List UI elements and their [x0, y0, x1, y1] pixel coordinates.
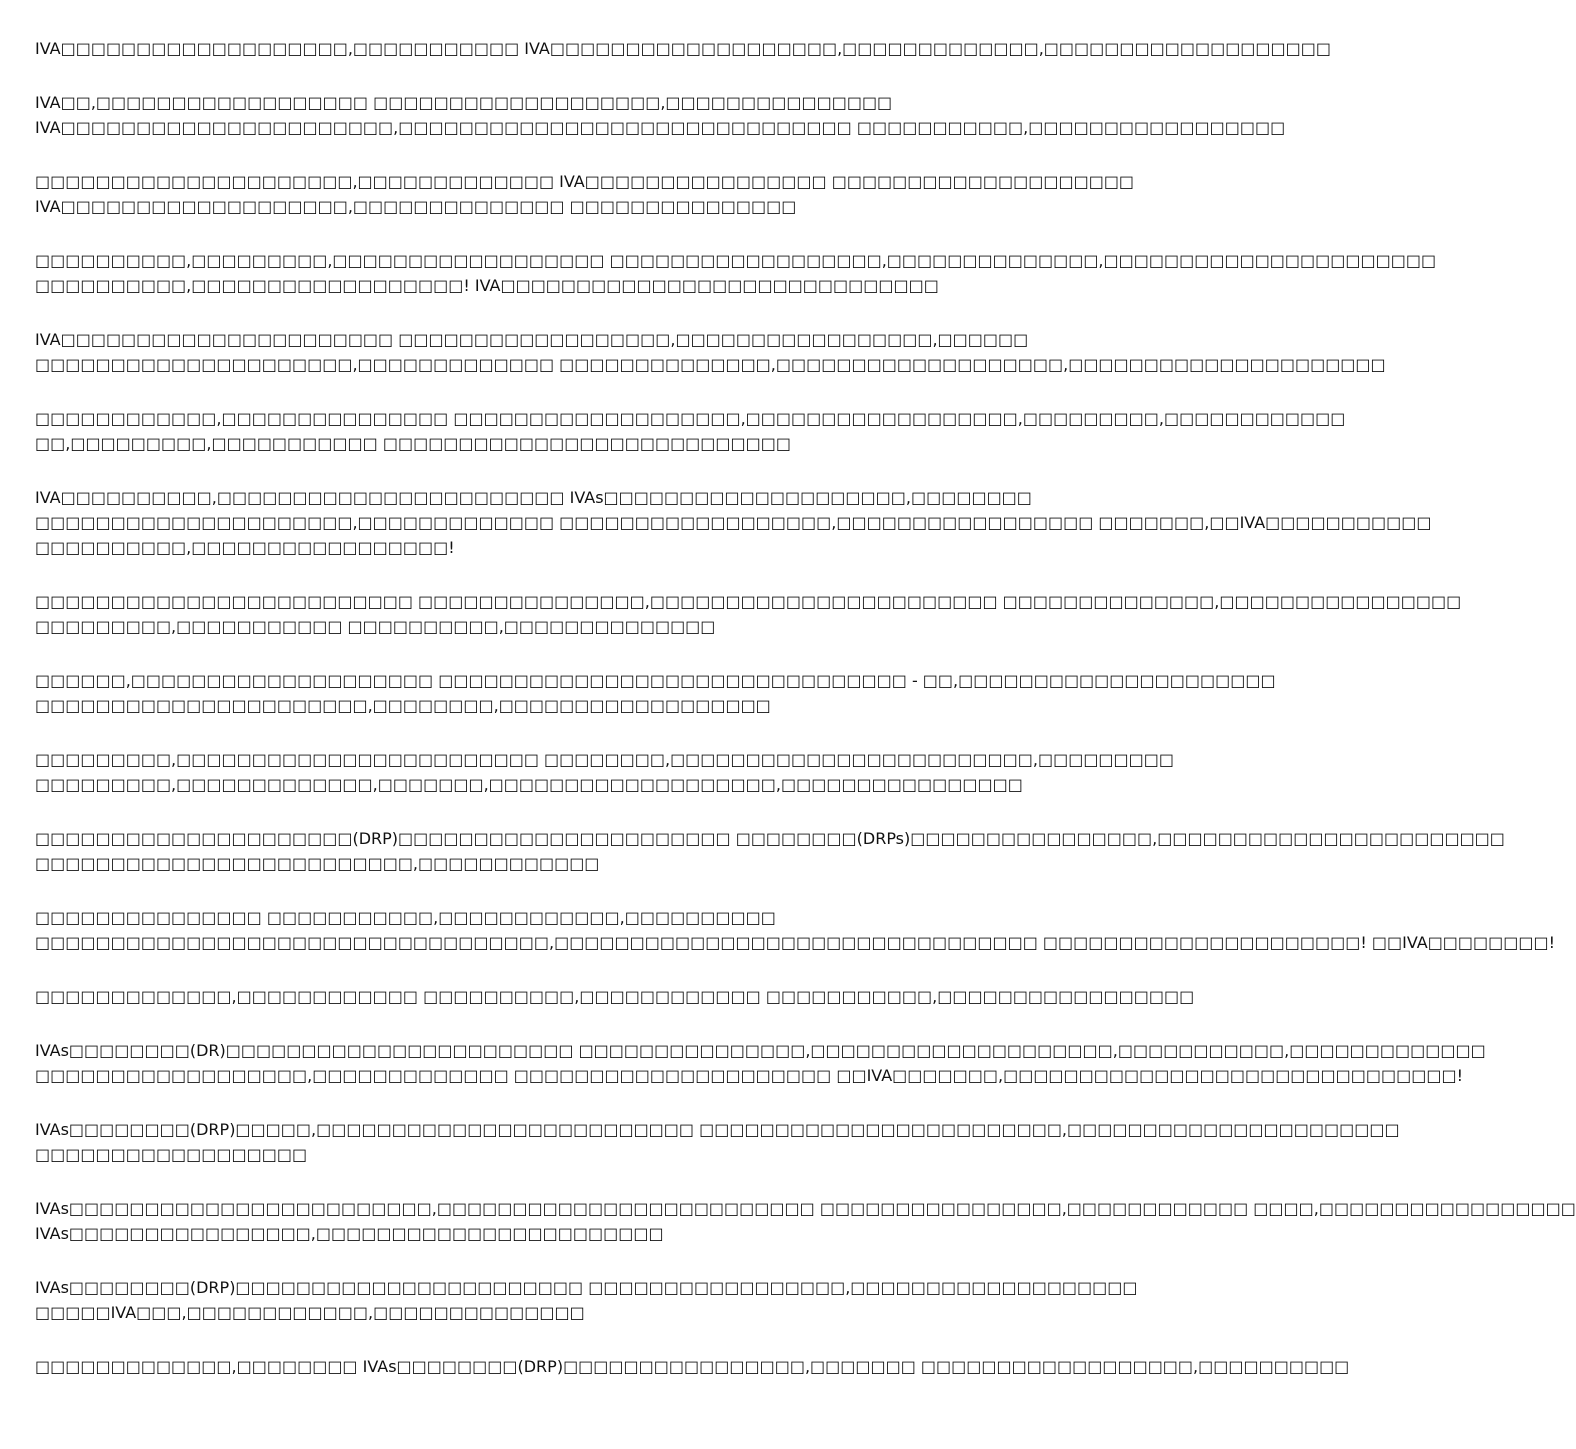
text-line: □□□□□□□□□□□□□□□□□□□□□,□□□□□□□□□□□□□ □□□□□□□□□□□□□□,□□□□□□□□□□□□□□□□□□□,□□□□□□□□□□□□□□□□□□□□□: [35, 355, 1386, 374]
text-line: IVA□□□□□□□□□□□□□□□□□□□,□□□□□□□□□□□ IVA□□□□□□□□□□□□□□□□□□□,□□□□□□□□□□□□□,□□□□□□□□□□□□□□□□□□□: [35, 39, 1332, 58]
text-line: IVA□□□□□□□□□□□□□□□□□□□□□□ □□□□□□□□□□□□□□□□□□,□□□□□□□□□□□□□□□□□,□□□□□□: [35, 330, 1029, 349]
text-line: □□□□□□□□□□□□□□□□□□,□□□□□□□□□□□□□ □□□□□□□□□□□□□□□□□□□□□ □□IVA□□□□□□□,□□□□□□□□□□□□□□□□□□□□□□□□□□□□□□!: [35, 1066, 1464, 1085]
text-line: □□□□□□□□□□□□□□□□□□□□□,□□□□□□□□□□□□□ IVA□□□□□□□□□□□□□□□□ □□□□□□□□□□□□□□□□□□□□: [35, 172, 1135, 191]
text-line: □□□□□□□□□□□□□□□ □□□□□□□□□□□,□□□□□□□□□□□□,□□□□□□□□□□: [35, 908, 776, 927]
text-line: □□□□□□□□□,□□□□□□□□□□□ □□□□□□□□□□,□□□□□□□□□□□□□□: [35, 617, 716, 636]
text-line: □□□□□□□□□□□□□□□□□□□□□,□□□□□□□□□□□□□ □□□□□□□□□□□□□□□□□□,□□□□□□□□□□□□□□□□□ □□□□□□□,□□IVA□□□□□□□□□□□: [35, 513, 1432, 532]
body-paragraph: [35, 905, 1556, 955]
text-line: □□□□□□□□□□□□□□□□□□□□□□□□□□□□□□□□□□,□□□□□□□□□□□□□□□□□□□□□□□□□□□□□□□□ □□□□□□□□□□□□□□□□□□□□□! □□IVA□□□□□□□□!: [35, 933, 1556, 952]
body-paragraph: [35, 589, 1462, 639]
text-line: IVA□□□□□□□□□□□□□□□□□□□□□□,□□□□□□□□□□□□□□□□□□□□□□□□□□□□□□ □□□□□□□□□□□,□□□□□□□□□□□□□□□□□: [35, 118, 1286, 137]
body-paragraph: [35, 169, 1135, 219]
text-line: □□□□□□□□□,□□□□□□□□□□□□□,□□□□□□□,□□□□□□□□□□□□□□□□□□□,□□□□□□□□□□□□□□□□: [35, 775, 1023, 794]
text-line: □□□□□□□□□□□□□,□□□□□□□□□□□□ □□□□□□□□□□,□□□□□□□□□□□□ □□□□□□□□□□□,□□□□□□□□□□□□□□□□□: [35, 987, 1195, 1006]
body-paragraph: [35, 747, 1175, 797]
text-line: □□□□□□,□□□□□□□□□□□□□□□□□□□□ □□□□□□□□□□□□□□□□□□□□□□□□□□□□□□□ - □□,□□□□□□□□□□□□□□□□□□□□□: [35, 671, 1276, 690]
body-paragraph: [35, 406, 1346, 456]
body-paragraph: [35, 826, 1505, 876]
text-line: IVAs□□□□□□□□(DRP)□□□□□,□□□□□□□□□□□□□□□□□□□□□□□□□ □□□□□□□□□□□□□□□□□□□□□□□□,□□□□□□□□□□□□□□□□□□□□□□: [35, 1120, 1400, 1139]
text-line: IVA□□□□□□□□□□□□□□□□□□□,□□□□□□□□□□□□□□ □□□□□□□□□□□□□□□: [35, 197, 797, 216]
document-page: [35, 36, 1576, 1408]
body-paragraph: [35, 1196, 1576, 1246]
text-line: □□□□□□□□□□□□□□□□□□□□□□□□□ □□□□□□□□□□□□□□□,□□□□□□□□□□□□□□□□□□□□□□□ □□□□□□□□□□□□□□,□□□□□□□□□□□□□□□□: [35, 592, 1462, 611]
body-paragraph: [35, 327, 1386, 377]
text-line: □□□□□□□□□□□□□□□□□□□□□□□□□,□□□□□□□□□□□□: [35, 854, 600, 873]
text-line: IVAs□□□□□□□□(DRP)□□□□□□□□□□□□□□□□□□□□□□□ □□□□□□□□□□□□□□□□□,□□□□□□□□□□□□□□□□□□□: [35, 1278, 1138, 1297]
text-line: □□□□□□□□□□□□□□□□□□: [35, 1145, 308, 1164]
body-paragraph: [35, 1038, 1486, 1088]
body-paragraph: [35, 1117, 1400, 1167]
body-paragraph: [35, 984, 1195, 1009]
text-line: □□□□□IVA□□□,□□□□□□□□□□□□,□□□□□□□□□□□□□□: [35, 1303, 585, 1322]
body-paragraph: [35, 668, 1276, 718]
text-line: □□□□□□□□□□□□,□□□□□□□□□□□□□□□ □□□□□□□□□□□□□□□□□□□,□□□□□□□□□□□□□□□□□□,□□□□□□□□□,□□□□□□□□□□□□: [35, 409, 1346, 428]
text-line: □□□□□□□□□□,□□□□□□□□□□□□□□□□□!: [35, 538, 455, 557]
text-line: □□□□□□□□□□,□□□□□□□□□,□□□□□□□□□□□□□□□□□□ □□□□□□□□□□□□□□□□□□,□□□□□□□□□□□□□□,□□□□□□□□□□□□□□□□□□□□□□: [35, 251, 1437, 270]
body-paragraph: [35, 36, 1332, 61]
text-line: □□□□□□□□□□□□□□□□□□□□□□,□□□□□□□□,□□□□□□□□□□□□□□□□□□: [35, 696, 771, 715]
body-paragraph: [35, 485, 1432, 560]
body-paragraph: [35, 90, 1286, 140]
text-line: IVAs□□□□□□□□(DR)□□□□□□□□□□□□□□□□□□□□□□□ □□□□□□□□□□□□□□□,□□□□□□□□□□□□□□□□□□□□,□□□□□□□□□□□,□□□□□□□□□□□□□: [35, 1041, 1486, 1060]
text-line: □□,□□□□□□□□□,□□□□□□□□□□□ □□□□□□□□□□□□□□□□□□□□□□□□□□□: [35, 434, 791, 453]
text-line: □□□□□□□□□□□□□,□□□□□□□□ IVAs□□□□□□□□(DRP)□□□□□□□□□□□□□□□□,□□□□□□□ □□□□□□□□□□□□□□□□□□,□□□□□□□□□□: [35, 1357, 1350, 1376]
text-line: IVAs□□□□□□□□□□□□□□□□,□□□□□□□□□□□□□□□□□□□□□□□: [35, 1224, 664, 1243]
body-paragraph: [35, 1275, 1138, 1325]
text-line: □□□□□□□□□,□□□□□□□□□□□□□□□□□□□□□□□□ □□□□□□□□,□□□□□□□□□□□□□□□□□□□□□□□□,□□□□□□□□□: [35, 750, 1175, 769]
text-line: IVA□□,□□□□□□□□□□□□□□□□□□ □□□□□□□□□□□□□□□□□□□,□□□□□□□□□□□□□□□: [35, 93, 893, 112]
text-line: □□□□□□□□□□□□□□□□□□□□□(DRP)□□□□□□□□□□□□□□□□□□□□□□ □□□□□□□□(DRPs)□□□□□□□□□□□□□□□□,□□□□□□□□□□□□□□□□□□□□□□□: [35, 829, 1505, 848]
text-line: IVAs□□□□□□□□□□□□□□□□□□□□□□□□,□□□□□□□□□□□□□□□□□□□□□□□□□ □□□□□□□□□□□□□□□□,□□□□□□□□□□□□ □□□□,□□□□□□□□□□□□□□□□□: [35, 1199, 1576, 1218]
body-paragraph: [35, 248, 1437, 298]
body-paragraph: [35, 1354, 1350, 1379]
text-line: IVA□□□□□□□□□□,□□□□□□□□□□□□□□□□□□□□□□□ IVAs□□□□□□□□□□□□□□□□□□□□,□□□□□□□□: [35, 488, 1032, 507]
text-line: □□□□□□□□□□,□□□□□□□□□□□□□□□□□□! IVA□□□□□□□□□□□□□□□□□□□□□□□□□□□□□: [35, 276, 939, 295]
